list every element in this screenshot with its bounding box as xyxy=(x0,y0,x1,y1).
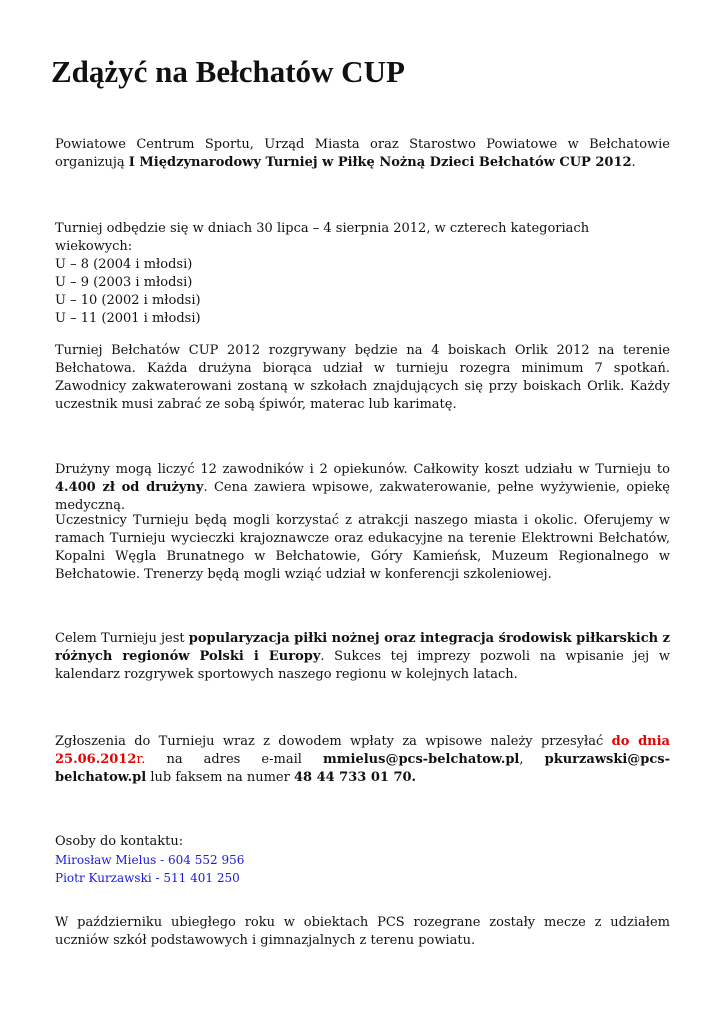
fax-number: 48 44 733 01 70. xyxy=(293,770,417,785)
intro-paragraph: Powiatowe Centrum Sportu, Urząd Miasta oraz Starostwo Powiatowe w Bełchatowie organizują I Międzynarodowy Turniej w Piłkę Nożną Dzieci Bełchatów CUP 2012. xyxy=(55,137,670,170)
contact-person[interactable]: Mirosław Mielus - 604 552 956 xyxy=(55,853,245,867)
page-title: Zdążyć na Bełchatów CUP xyxy=(51,54,405,89)
email-link-mielus[interactable]: mmielus@pcs-belchatow.pl xyxy=(323,752,520,767)
contacts-block xyxy=(55,833,670,887)
goal-paragraph: Celem Turnieju jest popularyzacja piłki nożnej oraz integracja środowisk piłkarskich z różnych regionów Polski i Europy. Sukces tej imprezy pozwoli na wpisanie jej w kalendarz rozgrywek sportowych naszego regionu w kolejnych latach. xyxy=(55,631,671,682)
category-item: U – 9 (2003 i młodsi) xyxy=(55,275,193,290)
tournament-name: I Międzynarodowy Turniej w Piłkę Nożną Dzieci Bełchatów CUP 2012 xyxy=(128,155,632,170)
deadline-date: do dnia 25.06.2012 xyxy=(55,734,670,767)
category-item: U – 8 (2004 i młodsi) xyxy=(55,257,193,272)
registration-paragraph: Zgłoszenia do Turnieju wraz z dowodem wpłaty za wpisowe należy przesyłać do dnia 25.06.2012r. na adres e-mail mmielus@pcs-belchatow.pl, pkurzawski@pcs-belchatow.pl lub faksem na numer 48 44 733 01 70. xyxy=(55,734,670,785)
dates-paragraph: Turniej odbędzie się w dniach 30 lipca – 4 sierpnia 2012, w czterech kategoriach wiekowych: U – 8 (2004 i młodsi) U – 9 (2003 i młodsi) U – 10 (2002 i młodsi) U – 11 (2001 i młodsi) xyxy=(55,220,670,328)
attractions-paragraph: Uczestnicy Turnieju będą mogli korzystać z atrakcji naszego miasta i okolic. Oferujemy w ramach Turnieju wycieczki krajoznawcze oraz edukacyjne na terenie Elektrowni Bełchatów, Kopalni Węgla Brunatnego w Bełchatowie, Góry Kamieńsk, Muzeum Regionalnego w Bełchatowie. Trenerzy będą mogli wziąć udział w konferencji szkoleniowej. xyxy=(55,513,670,582)
cost-amount: 4.400 zł od drużyny xyxy=(55,480,204,495)
closing-paragraph: W październiku ubiegłego roku w obiektach PCS rozegrane zostały mecze z udziałem uczniów szkół podstawowych i gimnazjalnych z terenu powiatu. xyxy=(55,915,670,948)
category-item: U – 10 (2002 i młodsi) xyxy=(55,293,201,308)
contact-person[interactable]: Piotr Kurzawski - 511 401 250 xyxy=(55,871,240,885)
contacts-label: Osoby do kontaktu: xyxy=(55,834,184,849)
email-link-kurzawski[interactable]: pkurzawski@pcs-belchatow.pl xyxy=(55,752,670,785)
category-item: U – 11 (2001 i młodsi) xyxy=(55,311,201,326)
venue-paragraph: Turniej Bełchatów CUP 2012 rozgrywany będzie na 4 boiskach Orlik 2012 na terenie Bełchatowa. Każda drużyna biorąca udział w turnieju rozegra minimum 7 spotkań. Zawodnicy zakwaterowani zostaną w szkołach znajdujących się przy boiskach Orlik. Każdy uczestnik musi zabrać ze sobą śpiwór, materac lub karimatę. xyxy=(55,343,670,412)
goal-highlight: popularyzacja piłki nożnej oraz integracja środowisk piłkarskich z różnych regionów Polski i Europy xyxy=(55,631,671,664)
cost-paragraph: Drużyny mogą liczyć 12 zawodników i 2 opiekunów. Całkowity koszt udziału w Turnieju to 4.400 zł od drużyny. Cena zawiera wpisowe, zakwaterowanie, pełne wyżywienie, opiekę medyczną. xyxy=(55,462,670,513)
